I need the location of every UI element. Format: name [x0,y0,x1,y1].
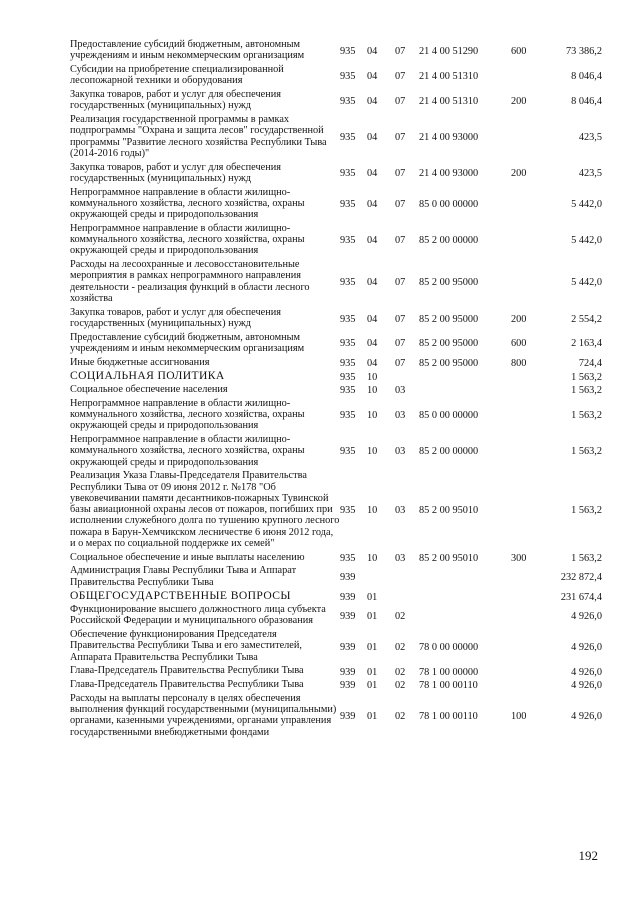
row-target-article: 85 2 00 00000 [419,235,479,247]
table-row [70,259,602,307]
row-target-article: 78 0 00 00000 [419,641,479,653]
row-amount: 724,4 [578,357,602,369]
row-section-code: 04 [367,277,378,289]
row-name: Закупка товаров, работ и услуг для обеспечения государственных (муниципальных) нужд [70,306,281,329]
row-section-code: 04 [367,313,378,325]
row-expense-type [511,679,539,693]
row-target-article: 85 2 00 95000 [419,357,479,369]
row-admin-code: 939 [340,591,356,603]
row-target-article: 85 2 00 95000 [419,277,479,289]
row-admin-code: 939 [340,572,356,584]
row-subsection-code: 03 [395,410,406,422]
row-name: Функционирование высшего должностного лица субъекта Российской Федерации и муниципального образования [70,604,326,627]
row-admin-code: 935 [340,505,356,517]
row-expense-type: 200 [511,313,527,325]
row-amount: 1 563,2 [571,385,602,397]
row-target-article [419,565,511,590]
table-row [70,693,602,741]
row-section-code: 10 [367,446,378,458]
row-target-article: 78 1 00 00000 [419,666,479,678]
row-amount: 1 563,2 [571,552,602,564]
row-expense-type: 200 [511,168,527,180]
row-subsection-code: 07 [395,313,406,325]
row-section-code: 10 [367,385,378,397]
table-row [70,89,602,114]
table-row [70,552,602,566]
row-name: Социальное обеспечение населения [70,384,228,395]
row-admin-code: 939 [340,666,356,678]
row-section-code: 04 [367,168,378,180]
row-name: Социальное обеспечение и иные выплаты населению [70,551,305,563]
row-admin-code: 935 [340,168,356,180]
row-target-article [419,590,511,604]
row-admin-code: 939 [340,610,356,622]
row-subsection-code: 02 [395,641,406,653]
row-section-code: 10 [367,371,378,383]
budget-table [70,39,602,740]
row-section-code [367,565,395,590]
row-section-code: 04 [367,199,378,210]
row-section-code: 04 [367,132,378,144]
row-admin-code: 935 [340,70,356,82]
row-name: Предоставление субсидий бюджетным, автономным учреждениям и иным некоммерческим организациям [70,331,305,354]
row-target-article: 85 2 00 95000 [419,338,479,350]
row-amount: 8 046,4 [571,70,602,82]
row-name: СОЦИАЛЬНАЯ ПОЛИТИКА [70,369,225,383]
row-subsection-code: 07 [395,199,406,210]
row-subsection-code: 07 [395,357,406,369]
table-row [70,357,602,371]
row-subsection-code: 02 [395,710,406,722]
row-admin-code: 935 [340,95,356,107]
row-admin-code: 935 [340,277,356,289]
row-target-article: 21 4 00 93000 [419,132,479,144]
table-row [70,604,602,629]
row-expense-type [511,223,539,259]
row-admin-code: 935 [340,338,356,350]
row-name: Закупка товаров, работ и услуг для обеспечения государственных (муниципальных) нужд [70,88,281,112]
row-expense-type: 100 [511,710,527,722]
row-expense-type: 200 [511,95,527,107]
row-admin-code: 935 [340,313,356,325]
row-section-code: 01 [367,710,378,722]
row-target-article: 85 2 00 95000 [419,313,479,325]
row-target-article: 21 4 00 51290 [419,45,479,57]
row-target-article [419,384,511,398]
row-target-article [419,370,511,384]
row-subsection-code: 02 [395,680,406,692]
row-amount: 5 442,0 [571,277,602,289]
table-row [70,162,602,187]
row-amount: 4 926,0 [571,641,602,653]
row-name: Обеспечение функционирования Председателя Правительства Республики Тыва и его заместителей, Аппарата Правительства Республики Тыва [70,629,302,663]
row-amount: 232 872,4 [560,572,602,584]
row-target-article: 85 2 00 95010 [419,505,479,517]
row-admin-code: 935 [340,357,356,369]
table-row [70,223,602,259]
row-admin-code: 935 [340,410,356,422]
row-section-code: 01 [367,666,378,678]
row-subsection-code: 03 [395,552,406,564]
row-amount: 2 554,2 [571,313,602,325]
row-amount: 423,5 [578,132,602,144]
row-name: Непрограммное направление в области жилищно-коммунального хозяйства, лесного хозяйства, охраны окружающей среды и природопользования [70,222,305,257]
row-name: Глава-Председатель Правительства Республики Тыва [70,679,304,691]
row-subsection-code: 07 [395,95,406,107]
row-expense-type [511,665,539,679]
row-subsection-code: 07 [395,277,406,289]
row-amount: 1 563,2 [571,446,602,458]
row-subsection-code [395,565,419,590]
row-expense-type [511,384,539,398]
row-section-code: 01 [367,680,378,692]
row-subsection-code: 07 [395,45,406,57]
row-target-article: 78 1 00 00110 [419,680,478,692]
row-name: Глава-Председатель Правительства Республики Тыва [70,665,304,677]
row-admin-code: 935 [340,385,356,397]
row-target-article: 21 4 00 51310 [419,95,479,107]
row-expense-type: 600 [511,338,527,350]
row-name: Закупка товаров, работ и услуг для обеспечения государственных (муниципальных) нужд [70,161,281,184]
row-target-article: 85 0 00 00000 [419,199,479,210]
row-target-article: 85 2 00 95010 [419,552,479,564]
table-row [70,629,602,665]
row-subsection-code: 02 [395,610,406,622]
section-row [70,370,602,384]
table-row [70,64,602,89]
row-section-code: 04 [367,70,378,82]
row-target-article [419,604,511,629]
row-section-code: 01 [367,610,378,622]
row-section-code: 10 [367,552,378,564]
table-row [70,434,602,470]
row-subsection-code: 03 [395,385,406,397]
row-expense-type [511,370,539,384]
row-subsection-code [395,590,419,604]
row-amount: 4 926,0 [571,610,602,622]
row-expense-type: 600 [511,45,527,57]
row-admin-code: 935 [340,446,356,458]
row-admin-code: 939 [340,710,356,722]
row-expense-type: 800 [511,357,527,369]
row-amount: 231 674,4 [560,591,602,603]
row-expense-type [511,434,539,470]
row-section-code: 04 [367,45,378,57]
row-amount: 4 926,0 [571,710,602,722]
row-section-code: 04 [367,357,378,369]
table-row [70,39,602,64]
row-name: Непрограммное направление в области жилищно-коммунального хозяйства, лесного хозяйства, охраны окружающей среды и природопользования [70,186,305,221]
row-admin-code: 935 [340,552,356,564]
row-target-article: 85 0 00 00000 [419,410,479,422]
row-subsection-code: 07 [395,338,406,350]
row-amount: 2 163,4 [571,338,602,350]
table-row [70,565,602,590]
row-target-article: 85 2 00 00000 [419,446,479,458]
row-admin-code: 939 [340,680,356,692]
row-section-code: 04 [367,235,378,247]
table-row [70,384,602,398]
row-name: Реализация государственной программы в рамках подпрограммы "Охрана и защита лесов" государственной программы "Развитие лесного хозяйства Республики Тыва (2014-2016 годы)" [70,113,327,159]
row-subsection-code: 07 [395,70,406,82]
row-amount: 1 563,2 [571,410,602,422]
row-name: Непрограммное направление в области жилищно-коммунального хозяйства, лесного хозяйства, охраны окружающей среды и природопользования [70,433,305,468]
row-amount: 423,5 [578,168,602,180]
row-name: ОБЩЕГОСУДАРСТВЕННЫЕ ВОПРОСЫ [70,589,291,603]
row-amount: 4 926,0 [571,666,602,678]
row-name: Субсидии на приобретение специализированной лесопожарной техники и оборудования [70,63,284,87]
row-expense-type [511,565,539,590]
row-subsection-code: 03 [395,505,406,517]
row-admin-code: 935 [340,132,356,144]
row-subsection-code [395,370,419,384]
row-target-article: 21 4 00 51310 [419,70,479,82]
row-section-code: 04 [367,338,378,350]
row-amount: 1 563,2 [571,371,602,383]
row-expense-type [511,64,539,89]
row-section-code: 01 [367,641,378,653]
row-expense-type [511,259,539,307]
table-row [70,470,602,551]
row-amount: 4 926,0 [571,680,602,692]
row-admin-code: 935 [340,199,356,210]
row-amount: 73 386,2 [565,45,602,57]
row-amount: 5 442,0 [571,235,602,247]
row-amount: 5 442,0 [571,199,602,210]
row-target-article: 21 4 00 93000 [419,168,479,180]
row-admin-code: 935 [340,371,356,383]
row-admin-code: 935 [340,45,356,57]
row-name: Иные бюджетные ассигнования [70,356,210,368]
row-expense-type [511,187,539,223]
row-name: Администрация Главы Республики Тыва и Аппарат Правительства Республики Тыва [70,565,297,588]
row-name: Предоставление субсидий бюджетным, автономным учреждениям и иным некоммерческим организациям [70,39,305,62]
row-expense-type [511,114,539,162]
row-section-code: 10 [367,505,378,517]
row-subsection-code: 07 [395,235,406,247]
table-row [70,332,602,357]
row-expense-type: 300 [511,552,527,564]
row-expense-type [511,604,539,629]
row-subsection-code: 02 [395,666,406,678]
row-subsection-code: 07 [395,132,406,144]
row-name: Расходы на лесоохранные и лесовосстановительные мероприятия в рамках непрограммного направления деятельности - реализация функций в области лесного хозяйства [70,259,310,304]
table-row [70,679,602,693]
row-subsection-code: 07 [395,168,406,180]
row-section-code: 04 [367,95,378,107]
row-expense-type [511,470,539,551]
row-subsection-code: 03 [395,446,406,458]
row-name: Реализация Указа Главы-Председателя Правительства Республики Тыва от 09 июня 2012 г. №178 "Об увековечивании памяти десантников-пожарных Тувинской базы авиационной охраны лесов от пожаров, погибших при исполнении служебного долга по тушению крупного лесного пожара в Барун-Хемчикском лесничестве 6 июня 2012 года, и о мерах по социальной поддержке их семей" [70,470,340,550]
table-row [70,187,602,223]
table-row [70,398,602,434]
budget-table-body [70,39,602,740]
row-expense-type [511,590,539,604]
table-row [70,114,602,162]
row-amount: 8 046,4 [571,95,602,107]
row-admin-code: 939 [340,641,356,653]
row-expense-type [511,629,539,665]
row-admin-code: 935 [340,235,356,247]
row-section-code: 01 [367,591,378,603]
row-target-article: 78 1 00 00110 [419,710,478,722]
row-name: Расходы на выплаты персоналу в целях обеспечения выполнения функций государственными (муниципальными) органами, казенными учреждениями, органами управления государственными внебюджетными фондами [70,692,337,738]
row-amount: 1 563,2 [571,505,602,517]
section-row [70,590,602,604]
page-number: 192 [578,848,598,863]
table-row [70,307,602,332]
row-expense-type [511,398,539,434]
table-row [70,665,602,679]
row-section-code: 10 [367,410,378,422]
row-name: Непрограммное направление в области жилищно-коммунального хозяйства, лесного хозяйства, охраны окружающей среды и природопользования [70,397,305,432]
